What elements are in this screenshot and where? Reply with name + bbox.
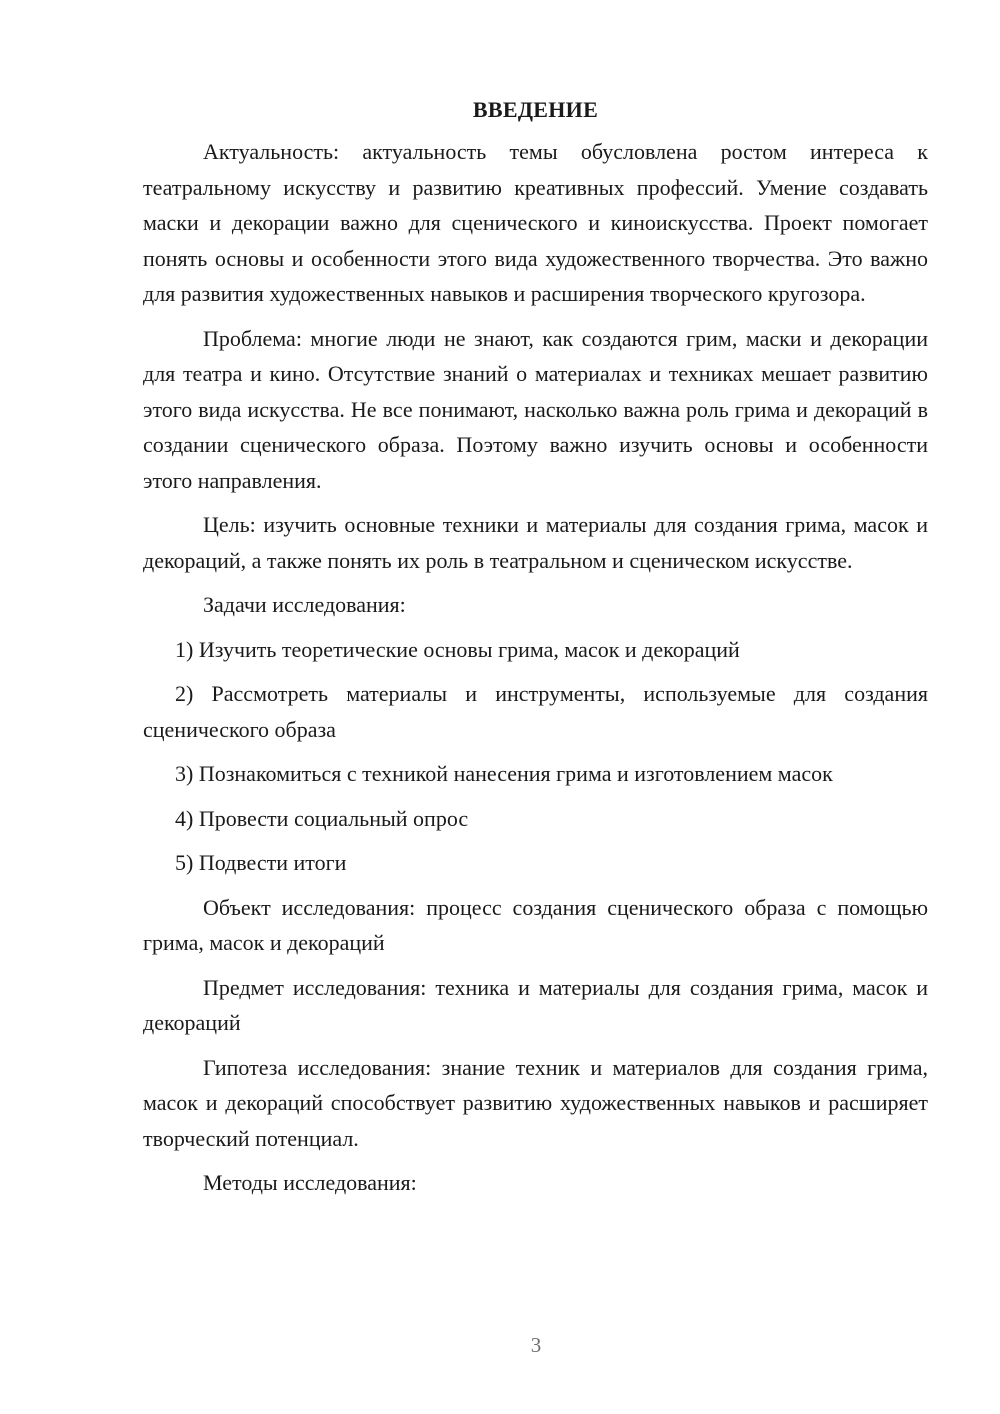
document-body	[143, 92, 928, 1210]
tasks-heading: Задачи исследования:	[203, 592, 406, 617]
task-item: 2) Рассмотреть материалы и инструменты, используемые для создания сценического образа	[143, 681, 928, 742]
paragraph-object: Объект исследования: процесс создания сценического образа с помощью грима, масок и декораций	[143, 894, 928, 955]
paragraph-hypothesis: Гипотеза исследования: знание техник и материалов для создания грима, масок и декораций способствует развитию художественных навыков и расширяет творческий потенциал.	[143, 1054, 928, 1151]
task-item: 4) Провести социальный опрос	[175, 805, 469, 831]
page-number: 3	[530, 1333, 542, 1357]
methods-heading: Методы исследования:	[203, 1170, 417, 1195]
paragraph-relevance: Актуальность: актуальность темы обусловлена ростом интереса к театральному искусству и развитию креативных профессий. Умение создавать маски и декорации важно для сценического и киноискусства. Проект помогает понять основы и особенности этого вида художественного творчества. Это важно для развития художественных навыков и расширения творческого кругозора.	[143, 139, 928, 306]
task-item: 5) Подвести итоги	[175, 850, 347, 875]
paragraph-subject: Предмет исследования: техника и материалы для создания грима, масок и декораций	[143, 974, 928, 1035]
task-item: 1) Изучить теоретические основы грима, масок и декораций	[175, 636, 740, 662]
section-title: ВВЕДЕНИЕ	[472, 97, 599, 122]
task-item: 3) Познакомиться с техникой нанесения грима и изготовлением масок	[175, 761, 833, 786]
paragraph-goal: Цель: изучить основные техники и материалы для создания грима, масок и декораций, а также понять их роль в театральном и сценическом искусстве.	[143, 512, 928, 573]
paragraph-problem: Проблема: многие люди не знают, как создаются грим, маски и декорации для театра и кино. Отсутствие знаний о материалах и техниках мешает развитию этого вида искусства. Не все понимают, насколько важна роль грима и декораций в создании сценического образа. Поэтому важно изучить основы и особенности этого направления.	[143, 325, 928, 493]
